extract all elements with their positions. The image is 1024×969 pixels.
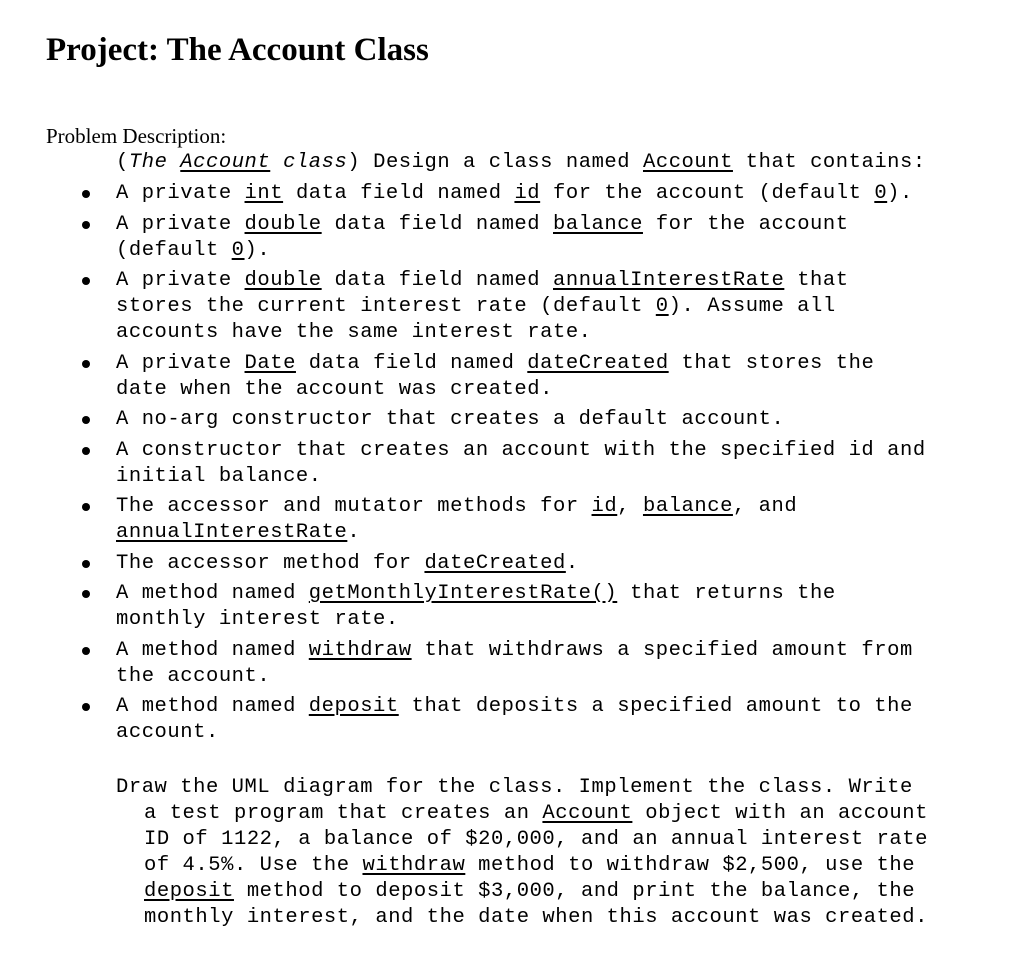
requirement-line xyxy=(116,294,1016,320)
text-segment: The accessor and mutator methods for xyxy=(116,495,592,518)
text-segment: the account. xyxy=(116,664,271,688)
text-segment: that withdraws a specified amount from xyxy=(411,638,913,662)
requirement-line xyxy=(116,212,1016,238)
text-segment: object with an account xyxy=(632,802,928,825)
text-segment: data field named xyxy=(295,351,528,375)
text-segment: account. xyxy=(116,721,219,744)
text-segment: that returns the xyxy=(617,582,836,605)
text-segment: monthly interest, and the date when this account was created. xyxy=(144,906,928,929)
task-paragraph xyxy=(116,775,928,931)
text-segment: A method named xyxy=(116,638,309,662)
text-segment: Draw the UML diagram for the class. Implement the class. Write xyxy=(116,776,913,799)
requirement-line xyxy=(116,181,1016,207)
intro-the: The xyxy=(128,151,181,174)
intro-close-paren: ) xyxy=(347,151,361,174)
text-segment: method to deposit $3,000, and print the balance, the xyxy=(233,880,916,903)
text-segment: A private xyxy=(116,269,245,292)
text-segment: ). xyxy=(244,238,271,262)
requirement-line xyxy=(116,720,1016,746)
underlined-term: id xyxy=(591,495,618,518)
requirement-item xyxy=(116,407,1016,433)
text-segment: (default xyxy=(116,238,232,262)
text-segment: . xyxy=(347,521,361,544)
text-segment: accounts have the same interest rate. xyxy=(116,321,592,344)
underlined-term: annualInterestRate xyxy=(553,269,785,292)
text-segment: A constructor that creates an account with the specified id and xyxy=(116,438,926,462)
task-line xyxy=(116,879,928,905)
intro-rest-2: that contains: xyxy=(732,151,926,174)
bullet-icon xyxy=(82,447,90,455)
text-segment: ). xyxy=(887,182,913,205)
requirement-item xyxy=(116,438,1016,490)
requirement-line xyxy=(116,407,1016,433)
text-segment: that stores the xyxy=(668,351,875,375)
intro-class-word: class xyxy=(270,151,348,174)
bullet-icon xyxy=(82,590,90,598)
underlined-term: 0 xyxy=(655,295,669,318)
page-title: Project: The Account Class xyxy=(46,32,429,68)
requirement-line xyxy=(116,694,1016,720)
requirement-item xyxy=(116,638,1016,690)
task-line xyxy=(116,801,928,827)
underlined-term: 0 xyxy=(231,238,245,262)
underlined-term: balance xyxy=(642,495,733,518)
text-segment: A private xyxy=(116,182,245,205)
requirements-list xyxy=(116,181,1016,751)
text-segment: , and xyxy=(732,495,798,518)
task-line xyxy=(116,775,928,801)
requirement-line xyxy=(116,438,1016,464)
requirement-line xyxy=(116,464,1016,490)
requirement-line xyxy=(116,351,1016,377)
intro-rest-1: Design a class named xyxy=(360,151,643,174)
text-segment: that deposits a specified amount to the xyxy=(398,695,913,718)
text-segment: for the account xyxy=(642,212,849,236)
requirement-item xyxy=(116,581,1016,633)
bullet-icon xyxy=(82,221,90,229)
requirement-item xyxy=(116,694,1016,746)
intro-sentence xyxy=(116,150,926,176)
requirement-item xyxy=(116,181,1016,207)
intro-account-name: Account xyxy=(642,151,733,174)
underlined-term: annualInterestRate xyxy=(116,521,348,544)
requirement-item xyxy=(116,212,1016,264)
text-segment: The accessor method for xyxy=(116,551,425,575)
bullet-icon xyxy=(82,190,90,198)
underlined-term: id xyxy=(514,182,541,205)
intro-open-paren: ( xyxy=(116,151,129,174)
bullet-icon xyxy=(82,560,90,568)
text-segment: A private xyxy=(116,351,245,375)
bullet-icon xyxy=(82,703,90,711)
text-segment: initial balance. xyxy=(116,464,322,488)
text-segment: A method named xyxy=(116,582,309,605)
requirement-line xyxy=(116,320,1016,346)
text-segment: of 4.5%. Use the xyxy=(144,854,363,877)
text-segment: A private xyxy=(116,212,245,236)
requirement-item xyxy=(116,494,1016,546)
underlined-term: Account xyxy=(542,802,633,825)
problem-description-label: Problem Description: xyxy=(46,124,227,148)
underlined-term: double xyxy=(244,269,322,292)
task-line xyxy=(116,827,928,853)
bullet-icon xyxy=(82,360,90,368)
task-line xyxy=(116,905,928,931)
requirement-line xyxy=(116,520,1016,546)
underlined-term: getMonthlyInterestRate() xyxy=(308,582,618,605)
text-segment: stores the current interest rate (default xyxy=(116,295,656,318)
underlined-term: balance xyxy=(553,212,643,236)
underlined-term: dateCreated xyxy=(424,551,566,575)
underlined-term: deposit xyxy=(144,880,234,903)
intro-account-word: Account xyxy=(180,151,271,174)
requirement-line xyxy=(116,494,1016,520)
underlined-term: withdraw xyxy=(362,854,466,877)
underlined-term: Date xyxy=(244,351,296,375)
requirement-line xyxy=(116,238,1016,264)
bullet-icon xyxy=(82,647,90,655)
text-segment: a test program that creates an xyxy=(144,802,543,825)
bullet-icon xyxy=(82,277,90,285)
text-segment: ID of 1122, a balance of $20,000, and an annual interest rate xyxy=(144,828,928,851)
text-segment: , xyxy=(617,495,643,518)
requirement-line xyxy=(116,377,1016,403)
underlined-term: double xyxy=(244,212,322,236)
requirement-line xyxy=(116,581,1016,607)
text-segment: that xyxy=(784,269,849,292)
requirement-line xyxy=(116,638,1016,664)
underlined-term: 0 xyxy=(874,182,888,205)
requirement-item xyxy=(116,351,1016,403)
requirement-item xyxy=(116,551,1016,577)
text-segment: method to withdraw $2,500, use the xyxy=(465,854,916,877)
underlined-term: withdraw xyxy=(308,638,412,662)
requirement-line xyxy=(116,551,1016,577)
bullet-icon xyxy=(82,503,90,511)
underlined-term: int xyxy=(244,182,284,205)
text-segment: for the account (default xyxy=(540,182,875,205)
text-segment: data field named xyxy=(321,269,553,292)
requirement-line xyxy=(116,607,1016,633)
task-line xyxy=(116,853,928,879)
text-segment: A method named xyxy=(116,695,309,718)
bullet-icon xyxy=(82,416,90,424)
text-segment: date when the account was created. xyxy=(116,377,553,401)
requirement-line xyxy=(116,664,1016,690)
text-segment: monthly interest rate. xyxy=(116,608,399,631)
text-segment: ). Assume all xyxy=(668,295,836,318)
text-segment: . xyxy=(565,551,579,575)
text-segment: A no-arg constructor that creates a default account. xyxy=(116,408,785,431)
text-segment: data field named xyxy=(321,212,553,236)
text-segment: data field named xyxy=(283,182,515,205)
requirement-line xyxy=(116,268,1016,294)
underlined-term: dateCreated xyxy=(527,351,669,375)
underlined-term: deposit xyxy=(308,695,399,718)
requirement-item xyxy=(116,268,1016,346)
